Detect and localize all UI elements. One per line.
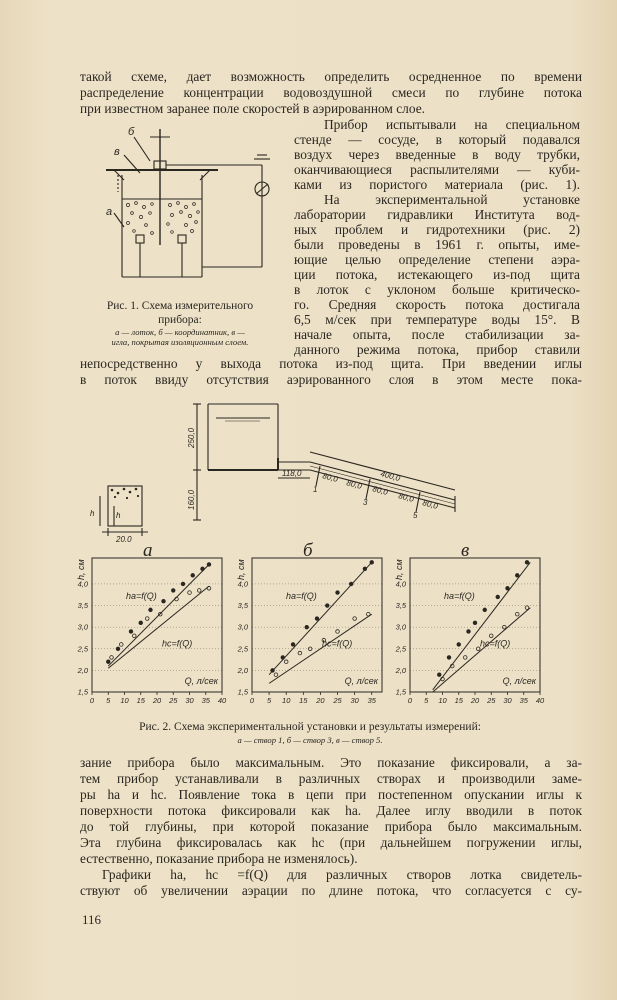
data-point [145,617,149,621]
text-line: ных проблем и гидротехники (рис. 2) [294,222,580,237]
data-point [447,656,451,660]
x-tick-label: 35 [201,696,210,705]
data-point [305,625,309,629]
data-point [274,673,278,677]
data-point [284,660,288,664]
data-point [201,567,205,571]
text-line: до той глубины, при которой показание прибора было максимальным. [80,819,582,834]
text-line: были проведены в 1961 г. опыты, име- [294,237,580,252]
data-point [353,617,357,621]
x-axis-label: Q, л/сек [184,676,218,686]
y-tick-label: 1,5 [395,687,406,697]
text-line: Графики hа, hс =f(Q) для различных створов лотка свидетель- [102,867,582,882]
data-point [325,604,329,608]
y-tick-label: 2,0 [395,665,406,675]
data-point [188,591,192,595]
y-axis-label: h, см [236,559,246,580]
text-line: ры hа и hс. Появление тока в цепи при постепенном опускании иглы к [80,787,582,802]
dim-80e: 80,0 [421,498,439,511]
label-ha: h [90,509,95,518]
dim-80a: 80,0 [321,471,339,484]
data-point [483,608,487,612]
text-line: 6,5 м/сек при температуре воды 15°. В [294,312,580,327]
dim-250: 250,0 [187,427,196,448]
text-line: ствуют об увеличении аэрации по длине потока, что согласуется с су- [80,883,582,898]
x-tick-label: 20 [152,696,162,705]
fig1-caption-title: Рис. 1. Схема измерительного [106,300,254,312]
chart-frame [92,558,222,692]
text-line: начале опыта, после стабилизации за- [294,327,580,342]
x-axis-label: Q, л/сек [502,676,536,686]
data-point [496,595,500,599]
x-tick-label: 20 [470,696,480,705]
label-hc: h [116,511,121,520]
series-label: hа=f(Q) [126,591,157,602]
text-line: ции потока, истекающего из-под щита [294,267,580,282]
y-tick-label: 3,0 [237,622,248,632]
data-point [291,643,295,647]
series-label: hс=f(Q) [162,638,193,649]
series-label: hа=f(Q) [286,591,317,602]
data-point [298,651,302,655]
x-tick-label: 25 [333,696,342,705]
dim-160: 160,0 [187,489,196,510]
x-tick-label: 0 [89,696,95,705]
data-point [149,608,153,612]
data-point [119,643,123,647]
series-label: hс=f(Q) [322,638,353,649]
data-point [525,606,529,610]
x-tick-label: 30 [185,696,194,705]
data-point [116,647,120,651]
text-line: оканчивающиеся распылителями — куби- [294,162,580,177]
y-tick-label: 1,5 [77,687,88,697]
text-line: зание прибора было максимальным. Это показание фиксировали, а за- [80,755,582,770]
x-tick-label: 15 [136,696,145,705]
x-tick-label: 0 [407,696,413,705]
figure-2-charts [70,540,550,720]
fig1-caption-title2: прибора: [158,314,202,326]
data-point [132,634,136,638]
text-line: распределение концентрации водовоздушной смеси по глубине потока [80,85,582,100]
fig2-caption-title: Рис. 2. Схема экспериментальной установки и результаты измерений: [139,721,481,733]
text-line: стенде — сосуде, в который подавался [294,132,580,147]
data-point [197,589,201,593]
data-point [207,563,211,567]
x-tick-label: 30 [503,696,512,705]
data-point [336,630,340,634]
y-tick-label: 4,0 [77,579,88,589]
series-label: hа=f(Q) [444,591,475,602]
data-point [370,561,374,565]
y-tick-label: 2,0 [237,665,248,675]
data-point [515,573,519,577]
data-point [367,612,371,616]
text-line: поверхности потока фиксировали как hа. Далее иглу вводили в поток [80,803,582,818]
x-axis-label: Q, л/сек [344,676,378,686]
dim-80b: 80,0 [345,478,363,491]
x-tick-label: 25 [169,696,178,705]
data-point [525,561,529,565]
x-tick-label: 5 [424,696,429,705]
data-point [181,582,185,586]
data-point [110,656,114,660]
label-v: в [114,146,120,158]
data-point [207,586,211,590]
text-line: На экспериментальной установке [324,192,580,207]
data-point [467,630,471,634]
text-line: непосредственно у выхода потока из-под щита. При введении иглы [80,356,582,371]
data-point [463,656,467,660]
panel-letter: в [461,540,470,561]
y-tick-label: 2,5 [237,644,248,654]
x-tick-label: 35 [519,696,528,705]
x-tick-label: 40 [217,696,227,705]
data-point [315,617,319,621]
text-line: воздух через введенные в воду трубки, [294,147,580,162]
dim-80c: 80,0 [371,484,389,497]
text-line: тем прибор устанавливали в различных створах и производили заме- [80,771,582,786]
data-point [162,599,166,603]
y-tick-label: 3,5 [237,601,248,611]
series-line-hc [269,614,372,683]
x-tick-label: 15 [454,696,463,705]
text-line: ками из пористого материала (рис. 1). [294,177,580,192]
fig2-caption-sub: а — створ 1, б — створ 3, в — створ 5. [237,735,383,745]
panel-letter: а [143,540,153,561]
section-1: 1 [313,485,318,494]
fig1-caption-sub1: а — лоток, б — координатник, в — [115,327,245,337]
x-tick-label: 15 [299,696,308,705]
page-number: 116 [82,912,102,927]
x-tick-label: 20 [316,696,325,705]
text-line: естественно, показание прибора не изменялось). [80,851,358,866]
series-line-ha [433,562,531,690]
text-line: Прибор испытывали на специальном [324,117,580,132]
y-tick-label: 3,5 [395,601,406,611]
series-label: hс=f(Q) [480,638,511,649]
x-tick-label: 30 [350,696,359,705]
y-tick-label: 4,0 [395,579,406,589]
x-tick-label: 10 [282,696,291,705]
x-tick-label: 5 [267,696,272,705]
data-point [271,669,275,673]
text-line: в поток ввиду отсутствия аэрированного слоя в этом месте пока- [80,372,582,387]
y-tick-label: 2,5 [395,644,406,654]
panel-letter: б [303,540,313,561]
data-point [506,586,510,590]
label-a: а [106,206,113,218]
data-point [349,582,353,586]
text-line: данного режима потока, прибор ставили [294,342,580,357]
text-line: лаборатории гидравлики Института вод- [294,207,580,222]
y-tick-label: 1,5 [237,687,248,697]
data-point [473,621,477,625]
fig1-caption-sub2: игла, покрытая изоляционным слоем. [111,337,249,347]
dim-400: 400,0 [379,469,402,484]
y-axis-label: h, см [394,559,404,580]
y-tick-label: 3,0 [395,622,406,632]
x-tick-label: 35 [367,696,376,705]
y-tick-label: 3,5 [77,601,88,611]
y-tick-label: 2,0 [77,665,88,675]
data-point [437,673,441,677]
data-point [515,612,519,616]
text-line: в лоток с уклоном больше критическо- [294,282,580,297]
x-tick-label: 5 [106,696,111,705]
dim-80d: 80,0 [397,491,415,504]
y-tick-label: 4,0 [237,579,248,589]
x-tick-label: 10 [438,696,447,705]
text-line: при известном заранее поле скоростей в аэрированном слое. [80,101,426,116]
data-point [106,660,110,664]
x-tick-label: 40 [535,696,545,705]
section-3: 3 [363,498,368,507]
data-point [502,625,506,629]
data-point [363,567,367,571]
text-line: ющие целью определение степени аэра- [294,252,580,267]
figure-2-schematic [80,392,500,542]
dim-20: 20,0 [116,535,132,542]
dim-118: 118,0 [282,469,302,478]
y-tick-label: 2,5 [77,644,88,654]
y-axis-label: h, см [76,559,86,580]
x-tick-label: 10 [120,696,129,705]
figure-1-drawing [84,117,284,302]
label-b: б [128,126,135,138]
data-point [281,656,285,660]
data-point [139,621,143,625]
text-line: такой схеме, дает возможность определить осредненное по времени [80,69,582,84]
x-tick-label: 25 [487,696,496,705]
text-line: го. Средняя скорость потока достигала [294,297,580,312]
series-line-hc [108,586,209,668]
data-point [308,647,312,651]
section-5: 5 [413,511,418,520]
data-point [191,573,195,577]
data-point [489,634,493,638]
x-tick-label: 0 [249,696,255,705]
data-point [457,643,461,647]
data-point [336,591,340,595]
data-point [129,630,133,634]
text-line: Эта глубина фиксировалась как hс (при дальнейшем погружении иглы, [80,835,582,850]
data-point [171,589,175,593]
y-tick-label: 3,0 [77,622,88,632]
